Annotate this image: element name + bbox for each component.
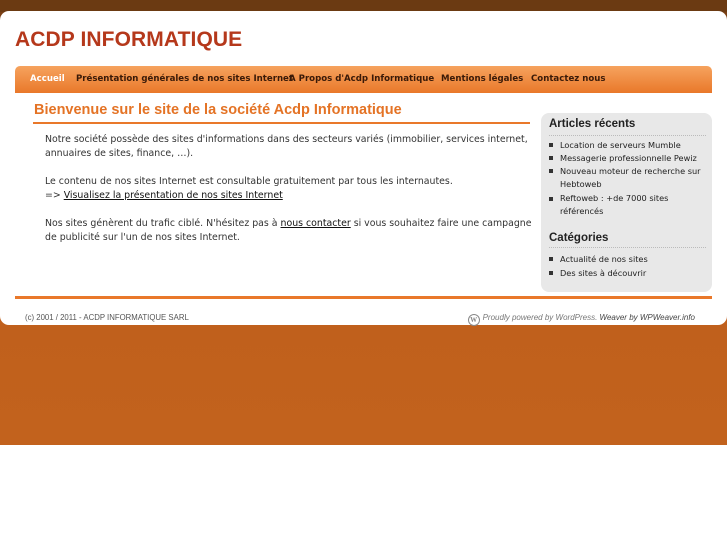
bullet-icon: [549, 143, 553, 147]
bullet-icon: [549, 156, 553, 160]
recent-article-link[interactable]: Messagerie professionnelle Pewiz: [560, 153, 697, 163]
site-title[interactable]: ACDP INFORMATIQUE: [15, 28, 243, 51]
paragraph-line: de publicité sur l'un de nos sites Internet.: [45, 232, 240, 243]
paragraph-line: Notre société possède des sites d'informations dans des secteurs variés (immobilier, services internet,: [45, 134, 528, 145]
menu-item-accueil[interactable]: Accueil: [30, 74, 65, 84]
recent-article-link[interactable]: Reftoweb : +de 7000 sites référencés: [560, 193, 669, 216]
sidebar-divider: [549, 247, 706, 249]
title-divider: [33, 122, 530, 124]
recent-article-link[interactable]: Nouveau moteur de recherche sur Hebtoweb: [560, 166, 701, 189]
paragraph-line: [45, 217, 532, 231]
wordpress-icon: W: [468, 314, 480, 326]
presentation-link[interactable]: Visualisez la présentation de nos sites Internet: [63, 190, 283, 201]
paragraph-line: annuaires de sites, finance, …).: [45, 148, 194, 159]
recent-articles-title: Articles récents: [549, 118, 636, 130]
page-title: Bienvenue sur le site de la société Acdp Informatique: [34, 102, 402, 118]
footer-credits: [468, 313, 695, 326]
menu-item-contact[interactable]: Contactez nous: [531, 74, 606, 84]
paragraph-content: [45, 175, 453, 203]
menu-item-a-propos[interactable]: A Propos d'Acdp Informatique: [289, 74, 435, 84]
footer-copyright: (c) 2001 / 2011 - ACDP INFORMATIQUE SARL: [25, 313, 189, 322]
contact-link[interactable]: nous contacter: [280, 218, 351, 229]
paragraph-text: Nos sites génèrent du trafic ciblé. N'hésitez pas à: [45, 218, 281, 229]
categories-title: Catégories: [549, 232, 609, 244]
main-menu: [15, 66, 712, 93]
menu-item-presentation[interactable]: Présentation générales de nos sites Internet: [76, 74, 293, 84]
category-link[interactable]: Actualité de nos sites: [560, 254, 648, 264]
category-link[interactable]: Des sites à découvrir: [560, 268, 647, 278]
bullet-icon: [549, 257, 553, 261]
footer-divider: [15, 296, 712, 299]
page-wrapper: [0, 11, 727, 325]
weaver-link[interactable]: Weaver by WPWeaver.info: [599, 313, 695, 322]
paragraph-line: [45, 189, 453, 203]
wordpress-link[interactable]: Proudly powered by WordPress.: [482, 313, 598, 322]
paragraph-text: si vous souhaitez faire une campagne: [350, 218, 532, 229]
bullet-icon: [549, 271, 553, 275]
paragraph-traffic: [45, 217, 532, 245]
arrow-prefix: =>: [45, 190, 64, 201]
recent-article-link[interactable]: Location de serveurs Mumble: [560, 140, 681, 150]
paragraph-line: Le contenu de nos sites Internet est consultable gratuitement par tous les internautes.: [45, 176, 453, 187]
bullet-icon: [549, 197, 553, 201]
paragraph-intro: [45, 133, 528, 161]
bullet-icon: [549, 169, 553, 173]
sidebar: [541, 113, 712, 292]
sidebar-divider: [549, 135, 706, 137]
menu-item-mentions-legales[interactable]: Mentions légales: [441, 74, 524, 84]
